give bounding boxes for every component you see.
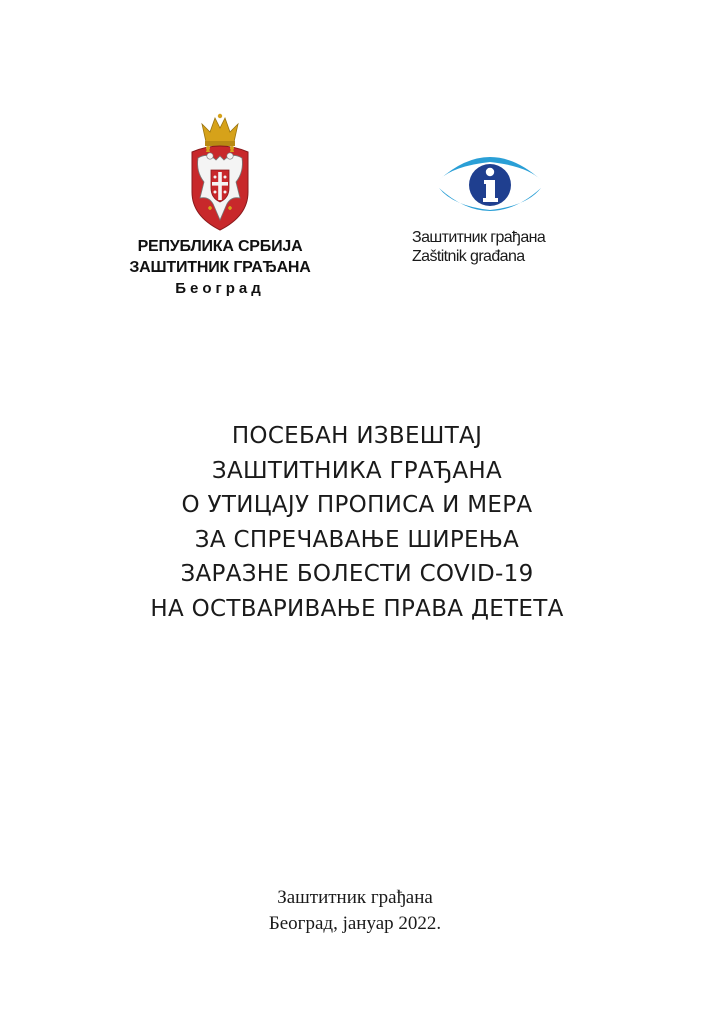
ombudsman-brand <box>400 140 580 266</box>
title-line: НА ОСТВАРИВАЊЕ ПРАВА ДЕТЕТА <box>150 595 564 622</box>
report-title <box>0 419 706 626</box>
city-name: Београд <box>175 280 265 297</box>
ombudsman-eye-logo-icon <box>435 140 545 228</box>
institution-name: ЗАШТИТНИК ГРАЂАНА <box>129 259 311 276</box>
country-name: РЕПУБЛИКА СРБИЈА <box>137 238 303 255</box>
brand-name-latin: Zaštitnik građana <box>412 248 525 265</box>
publication-place-date: Београд, јануар 2022. <box>268 913 442 934</box>
institution-header <box>100 112 340 300</box>
title-line: ПОСЕБАН ИЗВЕШТАЈ <box>231 423 483 449</box>
publisher-name: Заштитник грађана <box>277 887 433 908</box>
coat-of-arms-icon <box>186 112 254 236</box>
title-line: О УТИЦАЈУ ПРОПИСА И МЕРА <box>181 492 533 518</box>
title-line: ЗА СПРЕЧАВАЊЕ ШИРЕЊА <box>194 526 520 553</box>
brand-name-cyrillic: Заштитник грађана <box>412 229 546 246</box>
title-line: ЗАРАЗНЕ БОЛЕСТИ COVID-19 <box>180 561 534 587</box>
title-line: ЗАШТИТНИКА ГРАЂАНА <box>211 457 503 484</box>
publication-info <box>0 885 706 937</box>
